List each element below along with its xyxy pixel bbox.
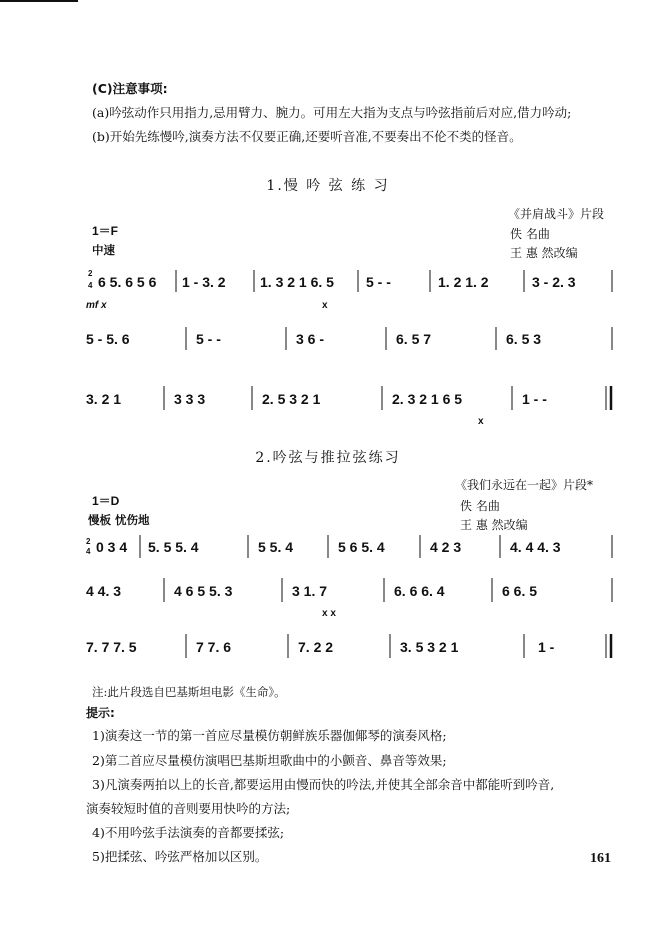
note-item-a: (a)吟弦动作只用指力,忌用臂力、腕力。可用左大指为支点与吟弦指前后对应,借力吟动; (92, 105, 572, 120)
exercise1-line-3 (86, 386, 611, 427)
exercise1-source: 《并肩战斗》片段 (508, 207, 605, 221)
measure: 6. 5 7 (396, 331, 432, 347)
exercise2-staff (86, 530, 614, 670)
measure: 1 - 3. 2 (182, 274, 226, 290)
measure: 4 2 3 (430, 539, 462, 555)
measure: 5 5. 4 (258, 539, 294, 555)
tip-item: 演奏较短时值的音则要用快吟的方法; (86, 801, 291, 816)
measure: 4 6 5 5. 3 (174, 583, 233, 599)
tip-item: 3)凡演奏两拍以上的长音,都要运用由慢而快的吟法,并使其全部余音中都能听到吟音, (92, 777, 555, 792)
measure: 3. 2 1 (86, 391, 122, 407)
exercise2-line-3 (86, 634, 611, 658)
exercise1-title: 1.慢 吟 弦 练 习 (266, 178, 390, 194)
svg-text:4: 4 (88, 281, 93, 290)
measure: 7. 2 2 (298, 639, 334, 655)
measure: 2. 3 2 1 6 5 (392, 391, 463, 407)
measure: 6 6. 5 (502, 583, 538, 599)
svg-text:mf x: mf x (86, 300, 107, 311)
exercise2-composer: 佚 名曲 (460, 499, 500, 513)
measure: 1 - (538, 639, 555, 655)
exercise1-key: 1＝F (92, 224, 119, 238)
tips-heading: 提示: (86, 706, 115, 720)
tip-item: 4)不用吟弦手法演奏的音都要揉弦; (92, 825, 285, 840)
footnote: 注:此片段选自巴基斯坦电影《生命》。 (92, 685, 286, 699)
measure: 1. 2 1. 2 (438, 274, 489, 290)
exercise2-line-1 (86, 535, 612, 558)
measure: 2. 5 3 2 1 (262, 391, 321, 407)
exercise2-arranger: 王 惠 然改编 (460, 518, 528, 532)
measure: 7 7. 6 (196, 639, 232, 655)
exercise1-arranger: 王 惠 然改编 (510, 246, 578, 260)
measure: 5. 5 5. 4 (148, 539, 199, 555)
exercise2-tempo: 慢板 忧伤地 (88, 513, 150, 527)
measure: 1. 3 2 1 6. 5 (260, 274, 334, 290)
exercise1-line-1 (86, 269, 612, 311)
exercise1-line-2 (86, 327, 612, 350)
notes-heading: (C)注意事项: (92, 81, 168, 96)
svg-text:2: 2 (88, 269, 93, 278)
measure: 6. 6 6. 4 (394, 583, 445, 599)
page-number: 161 (590, 851, 611, 866)
svg-text:x: x (478, 416, 484, 427)
measure: 3 3 3 (174, 391, 206, 407)
tip-item: 5)把揉弦、吟弦严格加以区别。 (92, 849, 268, 864)
top-rule (0, 0, 78, 2)
measure: 7. 7 7. 5 (86, 639, 137, 655)
measure: 3 - 2. 3 (532, 274, 576, 290)
tip-item: 2)第二首应尽量模仿演唱巴基斯坦歌曲中的小颤音、鼻音等效果; (92, 753, 447, 768)
exercise1-tempo: 中速 (92, 243, 115, 257)
measure: 4 4. 3 (86, 583, 122, 599)
note-item-b: (b)开始先练慢吟,演奏方法不仅要正确,还要听音准,不要奏出不伦不类的怪音。 (92, 129, 522, 144)
svg-text:x: x (322, 300, 328, 311)
exercise2-line-2 (86, 578, 612, 619)
measure: 5 6 5. 4 (338, 539, 385, 555)
measure: 5 - 5. 6 (86, 331, 130, 347)
measure: 1 - - (522, 391, 547, 407)
measure: 4. 4 4. 3 (510, 539, 561, 555)
exercise2-title: 2.吟弦与推拉弦练习 (255, 450, 401, 466)
exercise1-staff (86, 262, 614, 432)
measure: 3. 5 3 2 1 (400, 639, 459, 655)
exercise2-source: 《我们永远在一起》片段* (455, 478, 594, 492)
svg-text:2: 2 (86, 537, 91, 546)
measure: 3 1. 7 (292, 583, 328, 599)
measure: 5 - - (196, 331, 221, 347)
measure: 6 5. 6 5 6 (98, 274, 157, 290)
measure: 5 - - (366, 274, 391, 290)
svg-text:4: 4 (86, 547, 91, 556)
tip-item: 1)演奏这一节的第一首应尽量模仿朝鲜族乐器伽倻琴的演奏风格; (92, 728, 447, 743)
exercise2-key: 1＝D (92, 494, 120, 508)
measure: 3 6 - (296, 331, 325, 347)
exercise1-composer: 佚 名曲 (510, 227, 550, 241)
measure: 6. 5 3 (506, 331, 542, 347)
measure: 0 3 4 (96, 539, 128, 555)
svg-text:x x: x x (322, 608, 336, 619)
